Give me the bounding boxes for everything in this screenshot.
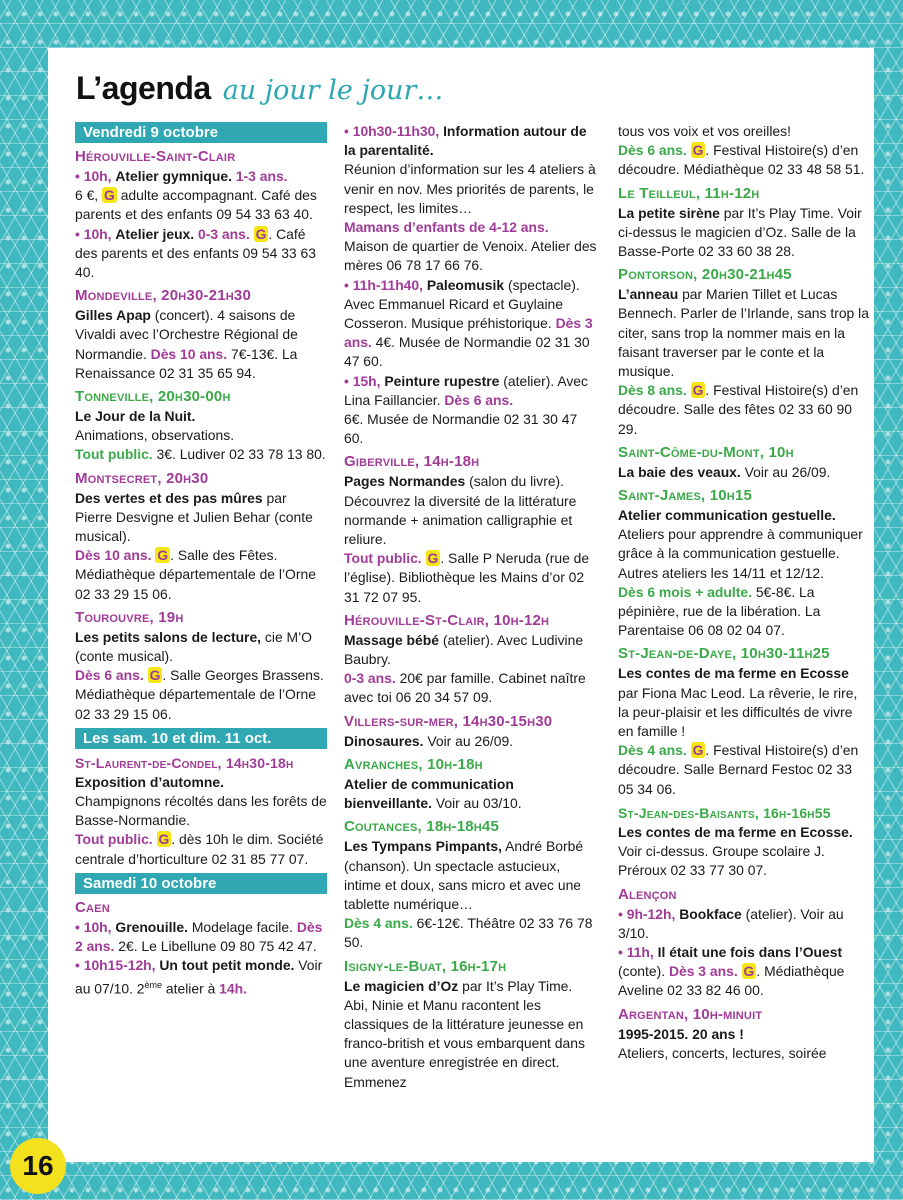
free-badge: G — [158, 831, 170, 848]
event: Les Tympans Pimpants, André Borbé (chanson). Un spectacle astucieux, intime et doux, sans micro et avec une tablette numérique… Dès 4 ans. 6€-12€. Théâtre 02 33 76 78 50. — [344, 838, 593, 951]
event: Atelier de communication bienveillante. Voir au 03/10. — [344, 775, 522, 812]
location: St-Jean-des-Baisants, 16h-16h55 — [618, 804, 831, 821]
location: Le Teilleul, 11h-12h — [618, 184, 760, 202]
location: St-Jean-de-Daye, 10h30-11h25 — [618, 645, 830, 663]
free-badge: G — [427, 550, 439, 567]
free-badge: G — [692, 742, 704, 759]
event: tous vos voix et vos oreilles! Dès 6 ans. G . Festival Histoire(s) d’en découdre. Médiathèque 02 33 48 58 51. — [618, 123, 865, 178]
title-script: au jour le jour… — [222, 75, 444, 106]
event: L’anneau par Marien Tillet et Lucas Bennech. Parler de l’Irlande, sans trop la citer, sans trop la nommer mais en la faisant traverser par le conte et la musique. Dès 8 ans. G . Festival Histoire(s) d’en découdre. Salle des fêtes 02 33 60 90 29. — [618, 286, 869, 437]
event: • 10h, Atelier gymnique. 1-3 ans. 6 €, G adulte accompagnant. Café des parents et des enfants 09 54 33 63 40. — [75, 168, 317, 223]
event: Exposition d’automne. Champignons récoltés dans les forêts de Basse-Normandie. Tout public. G . dès 10h le dim. Société centrale d’horticulture 02 31 85 77 07. — [75, 773, 327, 867]
location: Argentan, 10h-minuit — [618, 1005, 763, 1023]
free-badge: G — [104, 187, 115, 204]
event: La petite sirène par It’s Play Time. Voir ci-dessus le magicien d’Oz. Salle de la Basse-Porte 02 33 60 38 28. — [618, 204, 862, 260]
section-header: Les sam. 10 et dim. 11 oct. — [75, 728, 327, 749]
location: Hérouville-Saint-Clair — [75, 148, 236, 165]
free-badge: G — [255, 225, 267, 242]
column-3 — [618, 122, 870, 1063]
location: Hérouville-St-Clair, 10h-12h — [344, 611, 550, 629]
event: La baie des veaux. Voir au 26/09. — [618, 463, 831, 480]
location: Villers-sur-mer, 14h30-15h30 — [344, 712, 553, 730]
location: Mondeville, 20h30-21h30 — [75, 287, 252, 305]
event: • 9h-12h, Bookface (atelier). Voir au 3/10. — [618, 905, 844, 941]
column-1 — [75, 122, 327, 998]
event: Dinosaures. Voir au 26/09. — [344, 732, 514, 749]
page-number: 16 — [10, 1138, 66, 1194]
free-badge: G — [692, 142, 704, 159]
location: Avranches, 10h-18h — [344, 755, 483, 773]
event: Gilles Apap (concert). 4 saisons de Vivaldi avec l’Orchestre Régional de Normandie. Dès 10 ans. 7€-13€. La Renaissance 02 31 35 65 94. — [75, 307, 298, 381]
event: • 10h, Atelier jeux. 0-3 ans. G . Café des parents et des enfants 09 54 33 63 40. — [75, 225, 316, 281]
event: • 15h, Peinture rupestre (atelier). Avec Lina Faillancier. Dès 6 ans. 6€. Musée de Normandie 02 31 30 47 60. — [344, 372, 588, 447]
free-badge: G — [743, 963, 755, 980]
location: Tonneville, 20h30-00h — [75, 388, 231, 406]
event: Le magicien d’Oz par It’s Play Time. Abi, Ninie et Manu racontent les classiques de la littérature jeunesse en franco-british et vous embarquent dans une aventure enregistrée en direct. Emmenez — [344, 977, 585, 1090]
location: Tourouvre, 19h — [75, 608, 184, 626]
location: St-Laurent-de-Condel, 14h30-18h — [75, 754, 294, 771]
page-header — [76, 70, 443, 126]
location: Alençon — [618, 885, 677, 903]
location: Caen — [75, 898, 110, 916]
event: • 10h30-11h30, Information autour de la parentalité. Réunion d’information sur les 4 ateliers à venir en nov. Mes priorités de parents, le respect, les limites… Mamans d’enfants de 4-12 ans. Maison de quartier de Venoix. Atelier des mères 06 78 17 66 76. — [344, 123, 597, 274]
free-badge: G — [692, 382, 704, 399]
section-header: Vendredi 9 octobre — [75, 122, 327, 143]
location: Saint-Côme-du-Mont, 10h — [618, 443, 794, 461]
free-badge: G — [149, 667, 161, 684]
section-header: Samedi 10 octobre — [75, 873, 327, 894]
event: Les contes de ma ferme en Ecosse. Voir ci-dessus. Groupe scolaire J. Préroux 02 33 77 30 07. — [618, 823, 853, 879]
column-2 — [344, 122, 598, 1092]
title-main: L’agenda — [76, 70, 211, 106]
event: • 10h, Grenouille. Modelage facile. Dès 2 ans. 2€. Le Libellune 09 80 75 42 47. — [75, 918, 323, 955]
event: Pages Normandes (salon du livre). Découvrez la diversité de la littérature normande + animation calligraphie et reliure. Tout public. G . Salle P Neruda (rue de l’église). Bibliothèque les Mains d’or 02 31 72 07 95. — [344, 473, 590, 605]
event: Massage bébé (atelier). Avec Ludivine Baubry. 0-3 ans. 20€ par famille. Cabinet naître avec toi 06 20 34 57 09. — [344, 631, 586, 706]
event: Atelier communication gestuelle. Ateliers pour apprendre à communiquer grâce à la communication gestuelle. Autres ateliers les 14/11 et 12/12. Dès 6 mois + adulte. 5€-8€. La pépinière, rue de la libération. La Parentaise 06 08 02 04 07. — [618, 507, 863, 639]
event: Les petits salons de lecture, cie M’O (conte musical). Dès 6 ans. G . Salle Georges Brassens. Médiathèque départementale de l’Orne 02 33 29 15 06. — [75, 628, 324, 722]
event: Les contes de ma ferme en Ecosse par Fiona Mac Leod. La rêverie, le rire, la peur-plaisir et les difficultés de vivre en famille ! Dès 4 ans. G . Festival Histoire(s) d’en découdre. Salle Bernard Festoc 02 33 05 34 06. — [618, 665, 859, 797]
location: Isigny-le-Buat, 16h-17h — [344, 957, 507, 975]
free-badge: G — [157, 547, 169, 564]
event: Le Jour de la Nuit. Animations, observations. Tout public. 3€. Ludiver 02 33 78 13 80. — [75, 408, 326, 463]
event: Des vertes et des pas mûres par Pierre Desvigne et Julien Behar (conte musical). Dès 10 ans. G . Salle des Fêtes. Médiathèque départementale de l’Orne 02 33 29 15 06. — [75, 489, 316, 602]
location: Coutances, 18h-18h45 — [344, 818, 500, 836]
event: • 11h-11h40, Paleomusik (spectacle). Avec Emmanuel Ricard et Guylaine Cosseron. Musique préhistorique. Dès 3 ans. 4€. Musée de Normandie 02 31 30 47 60. — [344, 276, 593, 370]
agenda-sheet — [48, 48, 874, 1162]
location: Pontorson, 20h30-21h45 — [618, 266, 792, 284]
event: • 10h15-12h, Un tout petit monde. Voir au 07/10. 2ème atelier à 14h. — [75, 957, 323, 997]
event: • 11h, Il était une fois dans l’Ouest (conte). Dès 3 ans. G . Médiathèque Aveline 02 33 82 46 00. — [618, 943, 845, 999]
event: 1995-2015. 20 ans ! Ateliers, concerts, lectures, soirée — [618, 1025, 827, 1061]
location: Saint-James, 10h15 — [618, 487, 753, 505]
location: Montsecret, 20h30 — [75, 469, 209, 487]
location: Giberville, 14h-18h — [344, 453, 480, 471]
